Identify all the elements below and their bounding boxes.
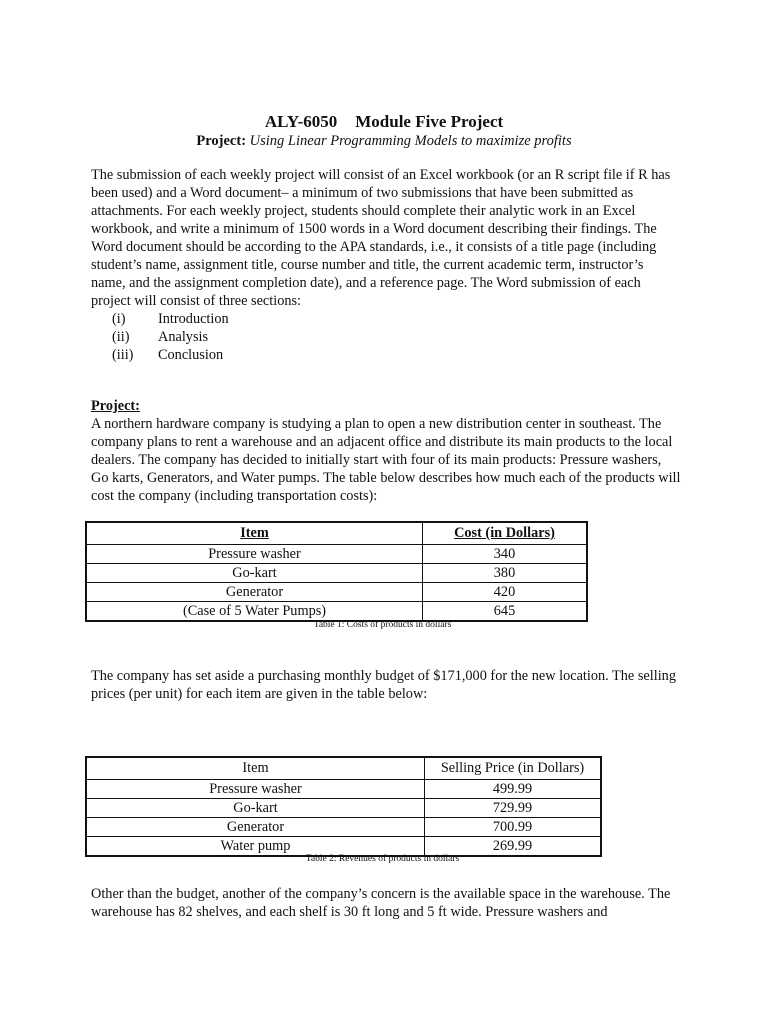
sections-list — [112, 310, 229, 364]
project-heading: Project: — [91, 398, 140, 414]
list-item-number: (i) — [112, 311, 126, 327]
table-row — [86, 583, 587, 602]
table-cell-value: 269.99 — [425, 837, 602, 857]
space-paragraph: Other than the budget, another of the company’s concern is the available space in the warehouse. The warehouse has 82 shelves, and each shelf is 30 ft long and 5 ft wide. Pressure washers and — [91, 886, 671, 920]
table-cell-value: 700.99 — [425, 818, 602, 837]
selling-price-table — [85, 756, 602, 857]
table-cell-value: 499.99 — [425, 780, 602, 799]
list-item-label: Introduction — [158, 311, 229, 327]
module-title: Module Five Project — [355, 112, 504, 131]
subtitle-label: Project: — [196, 133, 247, 149]
table-header-row — [86, 757, 601, 780]
cost-table — [85, 521, 588, 622]
table-cell-item: Go-kart — [86, 799, 425, 818]
document-title — [0, 111, 768, 133]
table-header-price: Selling Price (in Dollars) — [425, 757, 602, 780]
list-item-label: Conclusion — [158, 347, 224, 363]
table-row — [86, 780, 601, 799]
table-cell-value: 380 — [423, 564, 588, 583]
list-item — [112, 346, 229, 364]
table-cell-value: 340 — [423, 545, 588, 564]
document-subtitle — [0, 131, 768, 151]
table-row — [86, 818, 601, 837]
table-header-cost: Cost (in Dollars) — [423, 522, 588, 545]
table1-caption: Table 1: Costs of products in dollars — [313, 620, 452, 630]
table-header-item: Item — [86, 757, 425, 780]
table-header-row — [86, 522, 587, 545]
table-cell-item: Go-kart — [86, 564, 423, 583]
table-header-item: Item — [86, 522, 423, 545]
list-item — [112, 328, 229, 346]
list-item — [112, 310, 229, 328]
table-cell-item: Generator — [86, 583, 423, 602]
budget-paragraph: The company has set aside a purchasing monthly budget of $171,000 for the new location. The selling prices (per unit) for each item are given in the table below: — [91, 668, 676, 702]
table-cell-item: (Case of 5 Water Pumps) — [86, 602, 423, 622]
table-cell-item: Pressure washer — [86, 780, 425, 799]
table-cell-item: Pressure washer — [86, 545, 423, 564]
table-cell-value: 645 — [423, 602, 588, 622]
table-row — [86, 545, 587, 564]
course-code: ALY-6050 — [264, 112, 338, 131]
project-paragraph: A northern hardware company is studying a plan to open a new distribution center in southeast. The company plans to rent a warehouse and an adjacent office and distribute its main products to the local dealers. The company has decided to initially start with four of its main products: Pressure washers, Go karts, Generators, and Water pumps. The table below describes how much each of the products will cost the company (including transportation costs): — [91, 416, 681, 504]
table-cell-value: 729.99 — [425, 799, 602, 818]
table-row — [86, 564, 587, 583]
table-cell-value: 420 — [423, 583, 588, 602]
table2-caption: Table 2: Revenues of products in dollars — [305, 854, 460, 864]
intro-paragraph: The submission of each weekly project will consist of an Excel workbook (or an R script file if R has been used) and a Word document– a minimum of two submissions that have been submitted as attachments. For each weekly project, students should complete their analytic work in an Excel workbook, and write a minimum of 1500 words in a Word document describing their findings. The Word document should be according to the APA standards, i.e., it consists of a title page (including student’s name, assignment title, course number and title, the current academic term, instructor’s name, and the assignment completion date), and a reference page. The Word submission of each project will consist of three sections: — [91, 167, 671, 309]
list-item-number: (ii) — [112, 329, 130, 345]
subtitle-text: Using Linear Programming Models to maximize profits — [249, 133, 572, 149]
list-item-label: Analysis — [158, 329, 209, 345]
table-cell-item: Water pump — [86, 837, 425, 857]
list-item-number: (iii) — [112, 347, 134, 363]
table-row — [86, 799, 601, 818]
table-cell-item: Generator — [86, 818, 425, 837]
